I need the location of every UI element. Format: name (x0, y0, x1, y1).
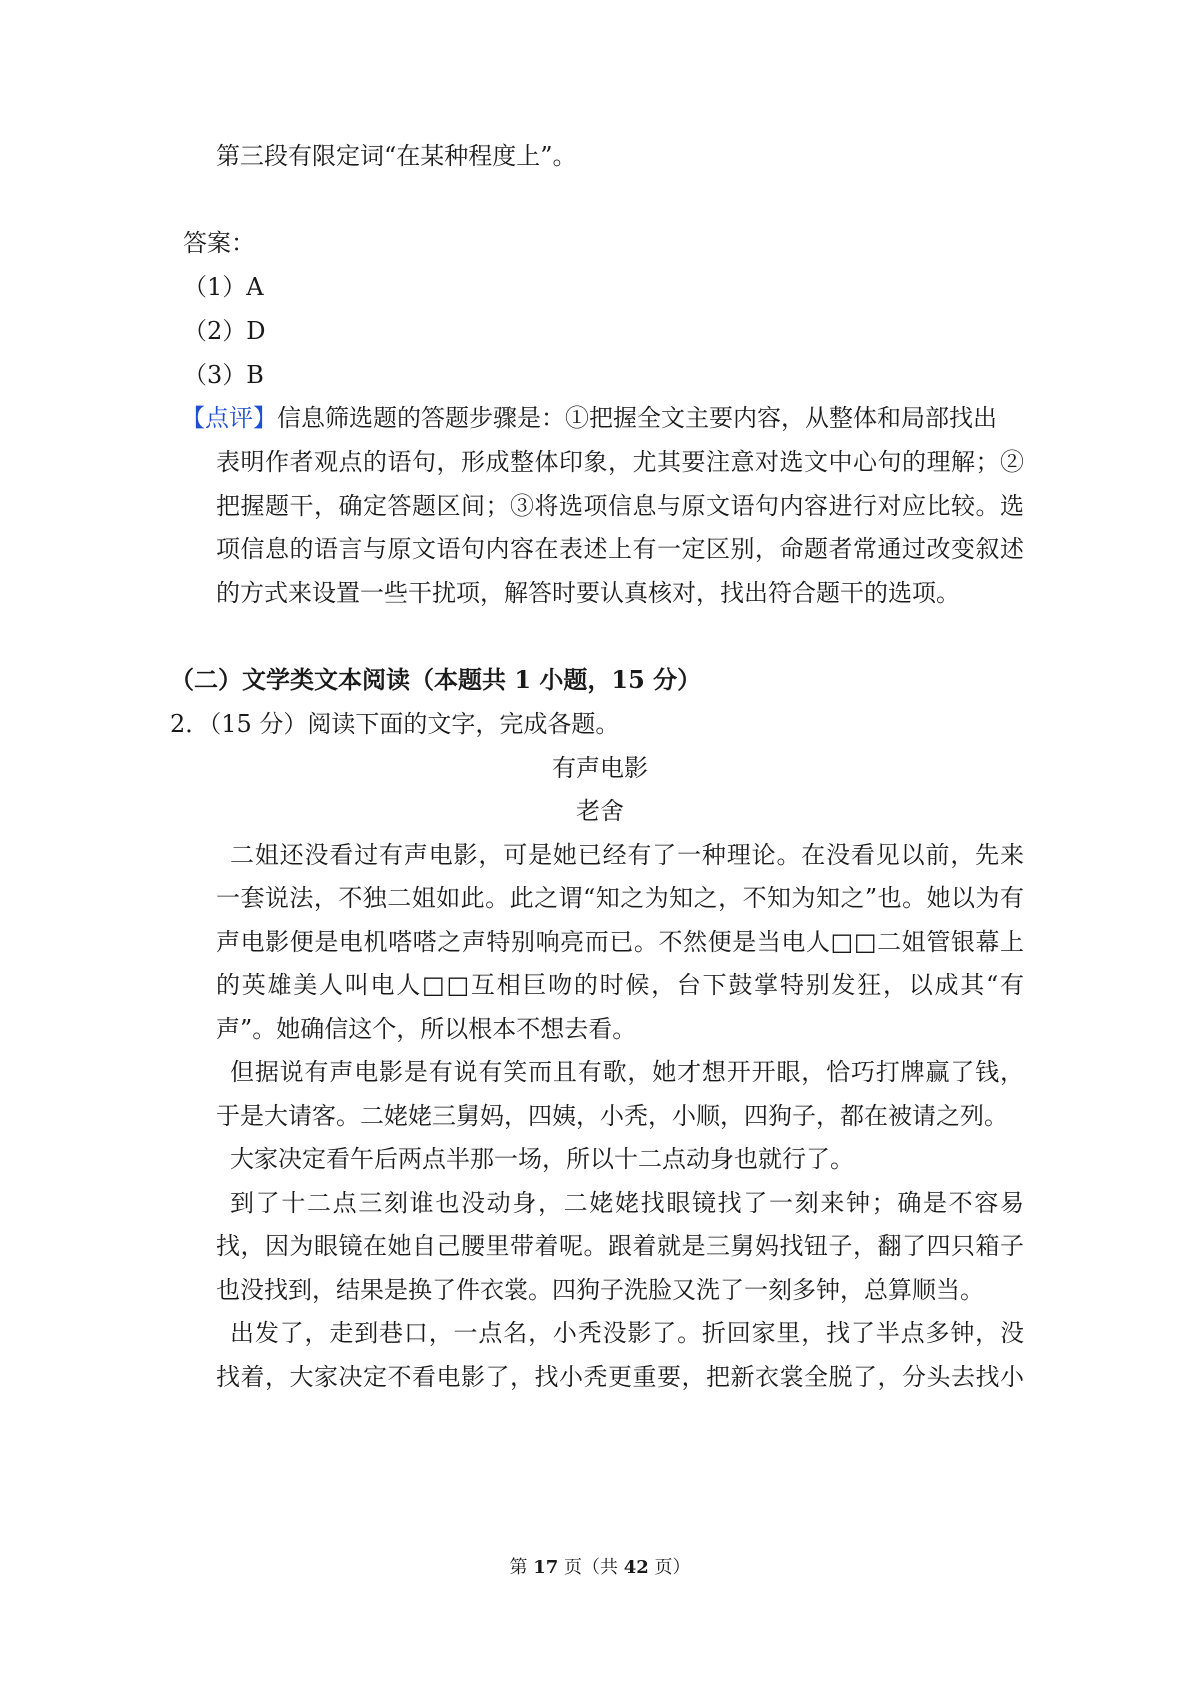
paragraph-line: 的英雄美人叫电人□□互相巨吻的时候，台下鼓掌特别发狂，以成其“有 (216, 971, 1024, 999)
comment-line: 表明作者观点的语句，形成整体印象，尤其要注意对选文中心句的理解；② (216, 448, 1024, 476)
comment-line: 的方式来设置一些干扰项，解答时要认真核对，找出符合题干的选项。 (216, 579, 960, 607)
analysis-tail: 第三段有限定词“在某种程度上”。 (216, 142, 577, 170)
footer-prefix: 第 (509, 1557, 528, 1578)
answer-item: （2）D (183, 317, 266, 345)
footer-suffix: 页） (654, 1557, 691, 1578)
paragraph-line: 也没找到，结果是换了件衣裳。四狗子洗脸又洗了一刻多钟，总算顺当。 (216, 1276, 984, 1304)
comment-tag: 【点评】 (181, 404, 277, 432)
footer-middle: 页（共 (564, 1557, 618, 1578)
answer-item: （3）B (183, 361, 264, 389)
paragraph-line: 声电影便是电机嗒嗒之声特别响亮而已。不然便是当电人□□二姐管银幕上 (216, 928, 1024, 956)
paragraph-line: 出发了，走到巷口，一点名，小秃没影了。折回家里，找了半点多钟，没 (230, 1319, 1024, 1347)
section-heading: （二）文学类文本阅读（本题共 1 小题，15 分） (170, 665, 702, 694)
answer-heading: 答案： (183, 229, 255, 257)
paragraph-line: 声”。她确信这个，所以根本不想去看。 (216, 1015, 637, 1043)
comment-first-line (181, 403, 1024, 433)
page-total: 42 (623, 1557, 649, 1578)
paragraph-line: 到了十二点三刻谁也没动身，二姥姥找眼镜找了一刻来钟；确是不容易 (230, 1189, 1024, 1217)
paragraph-line: 但据说有声电影是有说有笑而且有歌，她才想开开眼，恰巧打牌赢了钱， (230, 1058, 1024, 1086)
comment-line: 项信息的语言与原文语句内容在表述上有一定区别，命题者常通过改变叙述 (216, 535, 1024, 563)
paragraph-line: 二姐还没看过有声电影，可是她已经有了一种理论。在没看见以前，先来 (230, 841, 1024, 869)
paragraph-line: 大家决定看午后两点半那一场，所以十二点动身也就行了。 (230, 1145, 854, 1173)
paragraph-line: 一套说法，不独二姐如此。此之谓“知之为知之，不知为知之”也。她以为有 (216, 884, 1024, 912)
page-footer (0, 1556, 1200, 1580)
paragraph-line: 找着，大家决定不看电影了，找小秃更重要，把新衣裳全脱了，分头去找小 (216, 1363, 1024, 1391)
answer-item: （1）A (183, 273, 264, 301)
story-author: 老舍 (576, 797, 624, 825)
page-number: 17 (533, 1557, 559, 1578)
comment-line: 把握题干，确定答题区间；③将选项信息与原文语句内容进行对应比较。选 (216, 492, 1024, 520)
paragraph-line: 找，因为眼镜在她自己腰里带着呢。跟着就是三舅妈找钮子，翻了四只箱子 (216, 1232, 1024, 1260)
story-title: 有声电影 (552, 754, 648, 782)
comment-text: 信息筛选题的答题步骤是：①把握全文主要内容，从整体和局部找出 (277, 404, 997, 432)
paragraph-line: 于是大请客。二姥姥三舅妈，四姨，小秃，小顺，四狗子，都在被请之列。 (216, 1102, 1008, 1130)
question-prompt: 2．（15 分）阅读下面的文字，完成各题。 (170, 710, 620, 738)
